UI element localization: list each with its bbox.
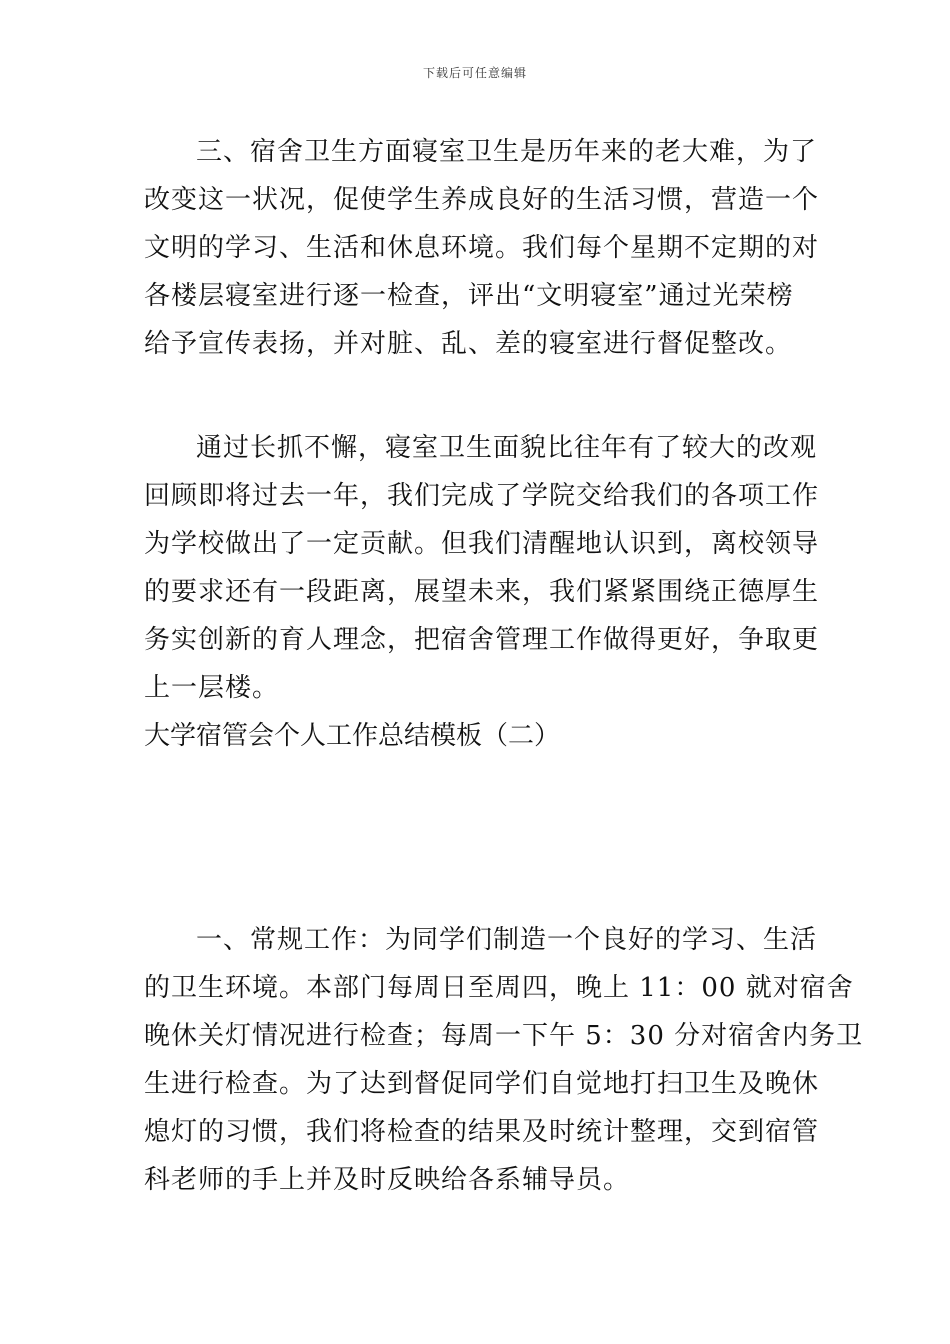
paragraph-2-line: 务实创新的育人理念，把宿舍管理工作做得更好，争取更: [144, 625, 820, 655]
section-heading: 大学宿管会个人工作总结模板（二）: [144, 721, 561, 751]
paragraph-1-line: 给予宣传表扬，并对脏、乱、差的寝室进行督促整改。: [144, 329, 793, 359]
paragraph-3-line: 的卫生环境。本部门每周日至周四，晚上 11：00 就对宿舍: [144, 973, 854, 1003]
paragraph-3-line: 熄灯的习惯，我们将检查的结果及时统计整理，交到宿管: [144, 1117, 820, 1147]
paragraph-3-line: 晚休关灯情况进行检查；每周一下午 5：30 分对宿舍内务卫: [144, 1021, 864, 1051]
paragraph-3-line: 生进行检查。为了达到督促同学们自觉地打扫卫生及晚休: [144, 1069, 820, 1099]
paragraph-2-line: 回顾即将过去一年，我们完成了学院交给我们的各项工作: [144, 481, 820, 511]
paragraph-2-line: 通过长抓不懈，寝室卫生面貌比往年有了较大的改观: [196, 433, 818, 463]
paragraph-2-line: 上一层楼。: [144, 673, 280, 703]
paragraph-2-line: 为学校做出了一定贡献。但我们清醒地认识到，离校领导: [144, 529, 820, 559]
header-note: 下载后可任意编辑: [422, 66, 527, 80]
paragraph-2-line: 的要求还有一段距离，展望未来，我们紧紧围绕正德厚生: [144, 577, 820, 607]
paragraph-1-line: 文明的学习、生活和休息环境。我们每个星期不定期的对: [144, 233, 820, 263]
paragraph-1-line: 三、宿舍卫生方面寝室卫生是历年来的老大难，为了: [196, 137, 818, 167]
paragraph-1-line: 各楼层寝室进行逐一检查，评出“文明寝室”通过光荣榜: [144, 281, 794, 311]
paragraph-3-line: 科老师的手上并及时反映给各系辅导员。: [144, 1165, 631, 1195]
paragraph-3-line: 一、常规工作：为同学们制造一个良好的学习、生活: [196, 925, 818, 955]
paragraph-1-line: 改变这一状况，促使学生养成良好的生活习惯，营造一个: [144, 185, 820, 215]
